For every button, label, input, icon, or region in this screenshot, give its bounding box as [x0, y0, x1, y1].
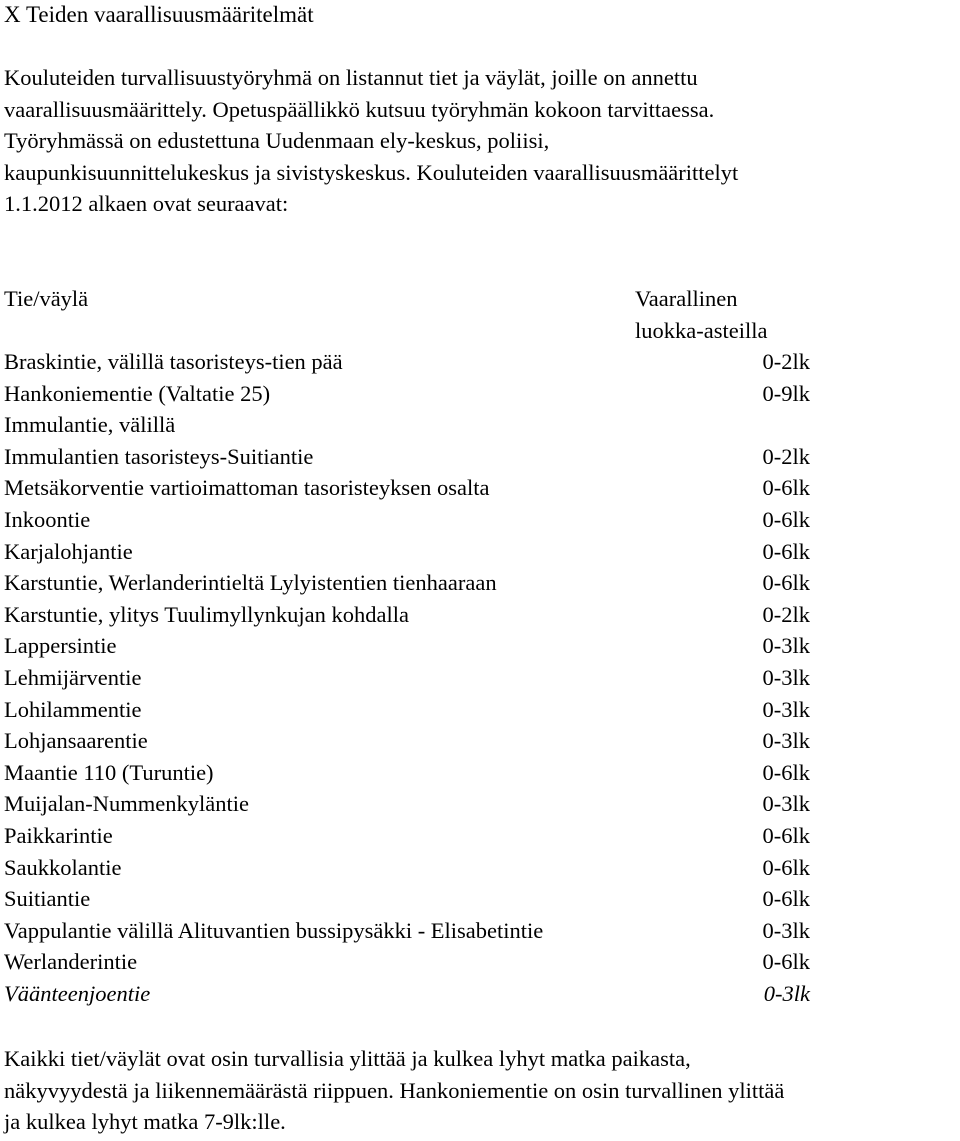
road-name: Lohilammentie: [4, 696, 142, 722]
road-name: Suitiantie: [4, 886, 91, 912]
danger-class: 0-3lk: [762, 728, 810, 754]
danger-class: 0-6lk: [762, 506, 810, 532]
table-row: [4, 536, 956, 568]
danger-class: 0-3lk: [762, 696, 810, 722]
road-name: Braskintie, välillä tasoristeys-tien pää: [4, 349, 343, 374]
road-name: Maantie 110 (Turuntie): [4, 759, 214, 785]
table-row: [4, 662, 956, 694]
danger-class: 0-2lk: [762, 443, 810, 469]
intro-paragraph: [4, 62, 934, 220]
road-name: Lohjansaarentie: [4, 728, 148, 754]
intro-line: Työryhmässä on edustettuna Uudenmaan ely-keskus, poliisi,: [4, 128, 550, 154]
intro-line: 1.1.2012 alkaen ovat seuraavat:: [4, 191, 289, 217]
class-column-header-line1: Vaarallinen: [635, 286, 738, 311]
road-name: Karstuntie, Werlanderintieltä Lylyistentien tienhaaraan: [4, 570, 497, 596]
road-name: Immulantien tasoristeys-Suitiantie: [4, 443, 314, 469]
road-name: Muijalan-Nummenkyläntie: [4, 791, 249, 817]
danger-class: 0-6lk: [762, 538, 810, 564]
danger-class: 0-3lk: [762, 664, 810, 690]
table-row: [4, 915, 956, 947]
footer-paragraph: [4, 1043, 956, 1138]
table-row: [4, 504, 956, 536]
class-column-header-line2: luokka-asteilla: [635, 317, 768, 343]
table-row: [4, 346, 956, 378]
table-row: [4, 694, 956, 726]
road-name: Karstuntie, ylitys Tuulimyllynkujan kohdalla: [4, 601, 409, 627]
danger-class: 0-6lk: [762, 759, 810, 785]
table-row: [4, 788, 956, 820]
intro-line: kaupunkisuunnittelukeskus ja sivistyskeskus. Kouluteiden vaarallisuusmäärittelyt: [4, 159, 739, 185]
danger-class: 0-6lk: [762, 475, 810, 501]
danger-class: 0-6lk: [762, 854, 810, 880]
table-row: [4, 757, 956, 789]
road-name: Werlanderintie: [4, 949, 138, 975]
table-row: [4, 441, 956, 473]
table-row: [4, 725, 956, 757]
road-name: Karjalohjantie: [4, 538, 133, 564]
footer-line: näkyvyydestä ja liikennemäärästä riippuen. Hankoniementie on osin turvallinen ylittää: [4, 1077, 785, 1103]
danger-class: 0-9lk: [762, 380, 810, 406]
table-row: [4, 378, 956, 410]
road-name: Metsäkorventie vartioimattoman tasoristeyksen osalta: [4, 475, 490, 501]
table-row: [4, 567, 956, 599]
danger-class: 0-3lk: [762, 917, 810, 943]
table-row: [4, 599, 956, 631]
road-name: Lappersintie: [4, 633, 117, 659]
table-row: [4, 409, 956, 441]
road-name: Immulantie, välillä: [4, 412, 176, 438]
road-name: Hankoniementie (Valtatie 25): [4, 380, 271, 406]
table-row: [4, 978, 956, 1010]
danger-class: 0-6lk: [762, 949, 810, 975]
danger-class: 0-3lk: [762, 633, 810, 659]
table-row: [4, 472, 956, 504]
road-table: [4, 346, 956, 1009]
road-column-header: Tie/väylä: [4, 286, 89, 311]
danger-class: 0-2lk: [762, 349, 810, 374]
danger-class: 0-6lk: [762, 886, 810, 912]
danger-class: 0-3lk: [762, 791, 810, 817]
footer-line: ja kulkea lyhyt matka 7-9lk:lle.: [4, 1109, 286, 1135]
section-heading: X Teiden vaarallisuusmääritelmät: [4, 2, 314, 27]
table-row: [4, 820, 956, 852]
road-name: Saukkolantie: [4, 854, 122, 880]
road-name: Inkoontie: [4, 506, 91, 532]
danger-class: 0-3lk: [763, 980, 810, 1006]
class-column-header: [635, 283, 767, 346]
road-name: Väänteenjoentie: [4, 980, 151, 1006]
road-name: Paikkarintie: [4, 822, 113, 848]
table-row: [4, 852, 956, 884]
table-row: [4, 946, 956, 978]
intro-line: vaarallisuusmäärittely. Opetuspäällikkö kutsuu työryhmän kokoon tarvittaessa.: [4, 96, 715, 122]
table-row: [4, 630, 956, 662]
footer-line: Kaikki tiet/väylät ovat osin turvallisia ylittää ja kulkea lyhyt matka paikasta,: [4, 1046, 691, 1071]
intro-line: Kouluteiden turvallisuustyöryhmä on listannut tiet ja väylät, joille on annettu: [4, 65, 698, 90]
table-row: [4, 883, 956, 915]
danger-class: 0-6lk: [762, 570, 810, 596]
danger-class: 0-6lk: [762, 822, 810, 848]
road-name: Lehmijärventie: [4, 664, 142, 690]
road-name: Vappulantie välillä Alituvantien bussipysäkki - Elisabetintie: [4, 917, 544, 943]
danger-class: 0-2lk: [762, 601, 810, 627]
